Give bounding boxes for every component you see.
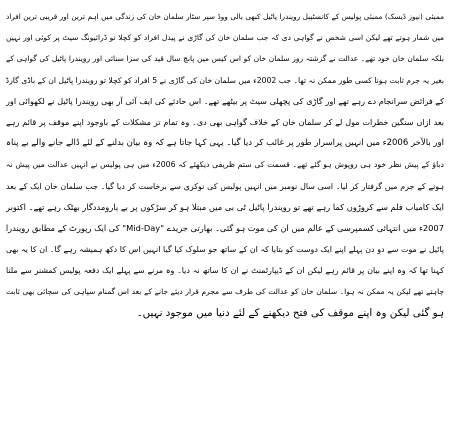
article-line: ایک کامیاب فلم سے کروڑوں کما رہے تھے تو رویندرا پاٹیل ٹی بی میں مبتلا ہو کر سڑکوں پر بے یارومددگار بھٹک رہے تھے۔ اکتوبر xyxy=(6,201,444,212)
article-line: 2007ء میں انتہائی کسمپرسی کے عالم میں ان کی موت ہو گئی۔ بھارتی جریدے "Mid-Day" کی ایک رپورٹ کے مطابق رویندرا xyxy=(6,222,444,233)
article-line: میں شمار ہوتے تھے لیکن اسی شخص نے گواہی دی کہ جب سلمان خان کی گاڑی نے پیدل افراد کو کچلا تو ڈرائیونگ سیٹ پر کوئی اور نہیں xyxy=(6,33,444,43)
article-line: اور بالآخر 2006ء میں انہیں پراسرار طور پر غائب کر دیا گیا۔ یہی کہا جاتا ہے کہ وہ بیان بدلنے کے لئے ڈالے جانے والے بے پناہ xyxy=(6,138,444,149)
article-line: بلکہ سلمان خان خود تھے۔ عدالت نے گزشتہ روز سلمان خان کو اس کیس میں پانچ سال قید کی سزا سنائی اور رویندرا پاٹیل کی گواہی کے xyxy=(6,54,444,64)
article-line: ممبئی (نیوز ڈیسک) ممبئی پولیس کے کانسٹیبل رویندرا پاٹیل کبھی بالی ووڈ سپر سٹار سلمان خان کی زندگی میں اہم ترین اور قریبی ترین افراد xyxy=(6,12,444,21)
article-line: کے فرائض سرانجام دے رہے تھے اور گاڑی کی پچھلی سیٹ پر بیٹھے تھے۔ اس حادثے کی ایف آئی آر بھی رویندرا پاٹیل نے لکھوائی اور xyxy=(6,95,444,106)
article-line: بعد ازاں سنگین خطرات مول لے کر سلمان خان کے خلاف گواہی بھی دی۔ وہ تمام تر مشکلات کے باوجود اپنے موقف پر قائم رہے xyxy=(6,116,444,127)
article-line: چاہتے تھے لیکن یہ ممکن نہ ہوا۔ سلمان خان کو عدالت کی طرف سے مجرم قرار دیئے جانے کے بعد اس گمنام سپاہی کی سچائی بھی ثابت xyxy=(6,287,444,297)
article-line: پاٹیل نے موت سے دو دن پہلے اپنے ایک دوست کو بتایا کہ ان کے ساتھ جو سلوک کیا گیا انہیں اس کا دکھ ہمیشہ رہے گا۔ ان کا یہ بھی xyxy=(6,245,444,255)
article-line: بغیر یہ جرم ثابت ہونا کسی طور ممکن نہ تھا۔ جب 2002ء میں سلمان خان کی گاڑی نے 5 افراد کو کچلا تو رویندرا پاٹیل ان کے باڈی گارڈ xyxy=(6,75,444,85)
article-line-last: ہو گئی لیکن وہ اپنے موقف کی فتح دیکھنے کے لئے دنیا میں موجود نہیں۔ xyxy=(136,306,444,319)
article-body xyxy=(6,6,444,324)
article-line: دباؤ کے پیش نظر خود ہی روپوش ہو گئے تھے۔ قسمت کی ستم ظریفی دیکھئے کہ 2006ء میں ہی پولیس نے انہیں عدالت میں پیش نہ xyxy=(6,160,444,170)
article-line: کہنا تھا کہ وہ اپنے بیان پر قائم رہے لیکن ان کے ڈیپارٹمنٹ نے ان کا ساتھ نہ دیا۔ وہ مرنے سے پہلے ایک دفعہ پولیس کمشنر سے ملنا xyxy=(6,266,444,276)
article-line: ہونے کے جرم میں گرفتار کر لیا۔ اسی سال نومبر میں انہیں پولیس کی نوکری سے برخاست کر دیا گیا۔ جب سلمان خان ایک کے بعد xyxy=(6,181,444,191)
